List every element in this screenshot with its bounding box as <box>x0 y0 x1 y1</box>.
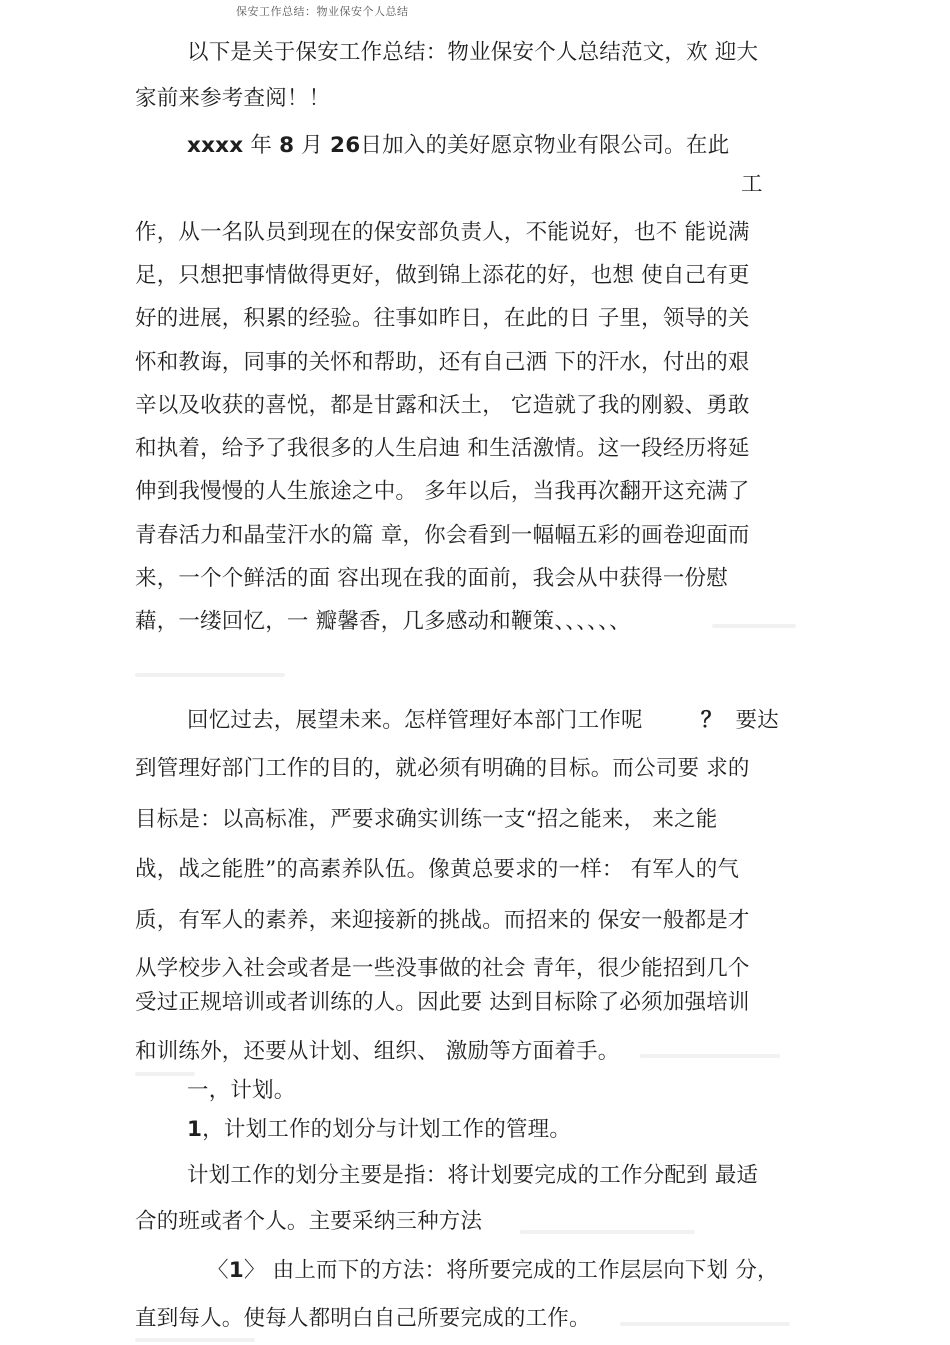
body-line: 来，一个个鲜活的面 容出现在我的面前，我会从中获得一份慰 <box>135 566 728 591</box>
item-text: 由上而下的方法：将所要完成的工作层层向下划 分， <box>272 1258 779 1283</box>
date-line <box>187 135 729 157</box>
body-line: 好的进展，积累的经验。往事如昨日，在此的日 子里，领导的关 <box>135 306 750 331</box>
body-line: 藉，一缕回忆，一 瓣馨香，几多感动和鞭策、、、、、、 <box>135 609 631 634</box>
body-line: 和训练外，还要从计划、组织、 激励等方面着手。 <box>135 1039 620 1064</box>
faint-mark <box>135 673 285 677</box>
item-number: 1 <box>228 1258 244 1283</box>
intro-line-2: 家前来参考查阅！！ <box>135 86 331 111</box>
body-line: 质，有军人的素养，来迎接新的挑战。而招来的 保安一般都是才 <box>135 908 750 933</box>
body-line: 目标是：以高标准，严要求确实训练一支“招之能来， 来之能 <box>135 807 718 832</box>
subsection-text: ，计划工作的划分与计划工作的管理。 <box>202 1117 572 1142</box>
item-close-bracket: 〉 <box>243 1258 266 1283</box>
wrapped-char: 工 <box>741 172 763 197</box>
month-unit: 月 <box>301 133 323 158</box>
list-item-1 <box>207 1260 779 1282</box>
faint-mark <box>712 624 796 628</box>
section-heading: 一，计划。 <box>187 1078 296 1103</box>
faint-mark <box>135 1072 195 1076</box>
date-line-rest: 日加入的美好愿京物业有限公司。在此 <box>360 133 730 158</box>
month-text: 8 <box>279 133 295 158</box>
question-mark: ？ <box>700 708 723 733</box>
item-open-bracket: 〈 <box>207 1258 229 1283</box>
faint-mark <box>620 1322 790 1326</box>
subsection-number: 1 <box>187 1117 203 1142</box>
faint-mark <box>520 1230 695 1234</box>
faint-mark <box>135 1338 255 1342</box>
body-line: 计划工作的划分主要是指：将计划要完成的工作分配到 最适 <box>187 1163 759 1188</box>
day-text: 26 <box>330 133 361 158</box>
body-line: 伸到我慢慢的人生旅途之中。 多年以后，当我再次翻开这充满了 <box>135 479 750 504</box>
body-line: 和执着，给予了我很多的人生启迪 和生活激情。这一段经历将延 <box>135 436 750 461</box>
body-line: 怀和教诲，同事的关怀和帮助，还有自己洒 下的汗水，付出的艰 <box>135 350 750 375</box>
body-line: 作，从一名队员到现在的保安部负责人，不能说好，也不 能说满 <box>135 220 750 245</box>
faint-mark <box>640 1054 780 1058</box>
body-line: 战，战之能胜”的高素养队伍。像黄总要求的一样： 有军人的气 <box>135 857 740 882</box>
p2-first-tail: 要达 <box>735 708 779 733</box>
subsection-heading <box>187 1119 571 1141</box>
year-text: xxxx <box>187 133 244 158</box>
year-unit: 年 <box>250 133 273 158</box>
running-header: 保安工作总结：物业保安个人总结 <box>236 5 409 18</box>
p2-first-text: 回忆过去，展望未来。怎样管理好本部门工作呢 <box>187 708 643 733</box>
body-line: 到管理好部门工作的目的，就必须有明确的目标。而公司要 求的 <box>135 756 750 781</box>
body-line: 合的班或者个人。主要采纳三种方法 <box>135 1209 483 1234</box>
body-line: 从学校步入社会或者是一些没事做的社会 青年，很少能招到几个 <box>135 956 750 981</box>
p2-first-line <box>187 710 779 732</box>
body-line: 直到每人。使每人都明白自己所要完成的工作。 <box>135 1306 591 1331</box>
body-line: 辛以及收获的喜悦，都是甘露和沃土， 它造就了我的刚毅、勇敢 <box>135 393 750 418</box>
intro-line-1: 以下是关于保安工作总结：物业保安个人总结范文，欢 迎大 <box>187 40 759 65</box>
body-line: 足，只想把事情做得更好，做到锦上添花的好，也想 使自己有更 <box>135 263 750 288</box>
body-line: 受过正规培训或者训练的人。因此要 达到目标除了必须加强培训 <box>135 990 750 1015</box>
body-line: 青春活力和晶莹汗水的篇 章，你会看到一幅幅五彩的画卷迎面而 <box>135 523 750 548</box>
